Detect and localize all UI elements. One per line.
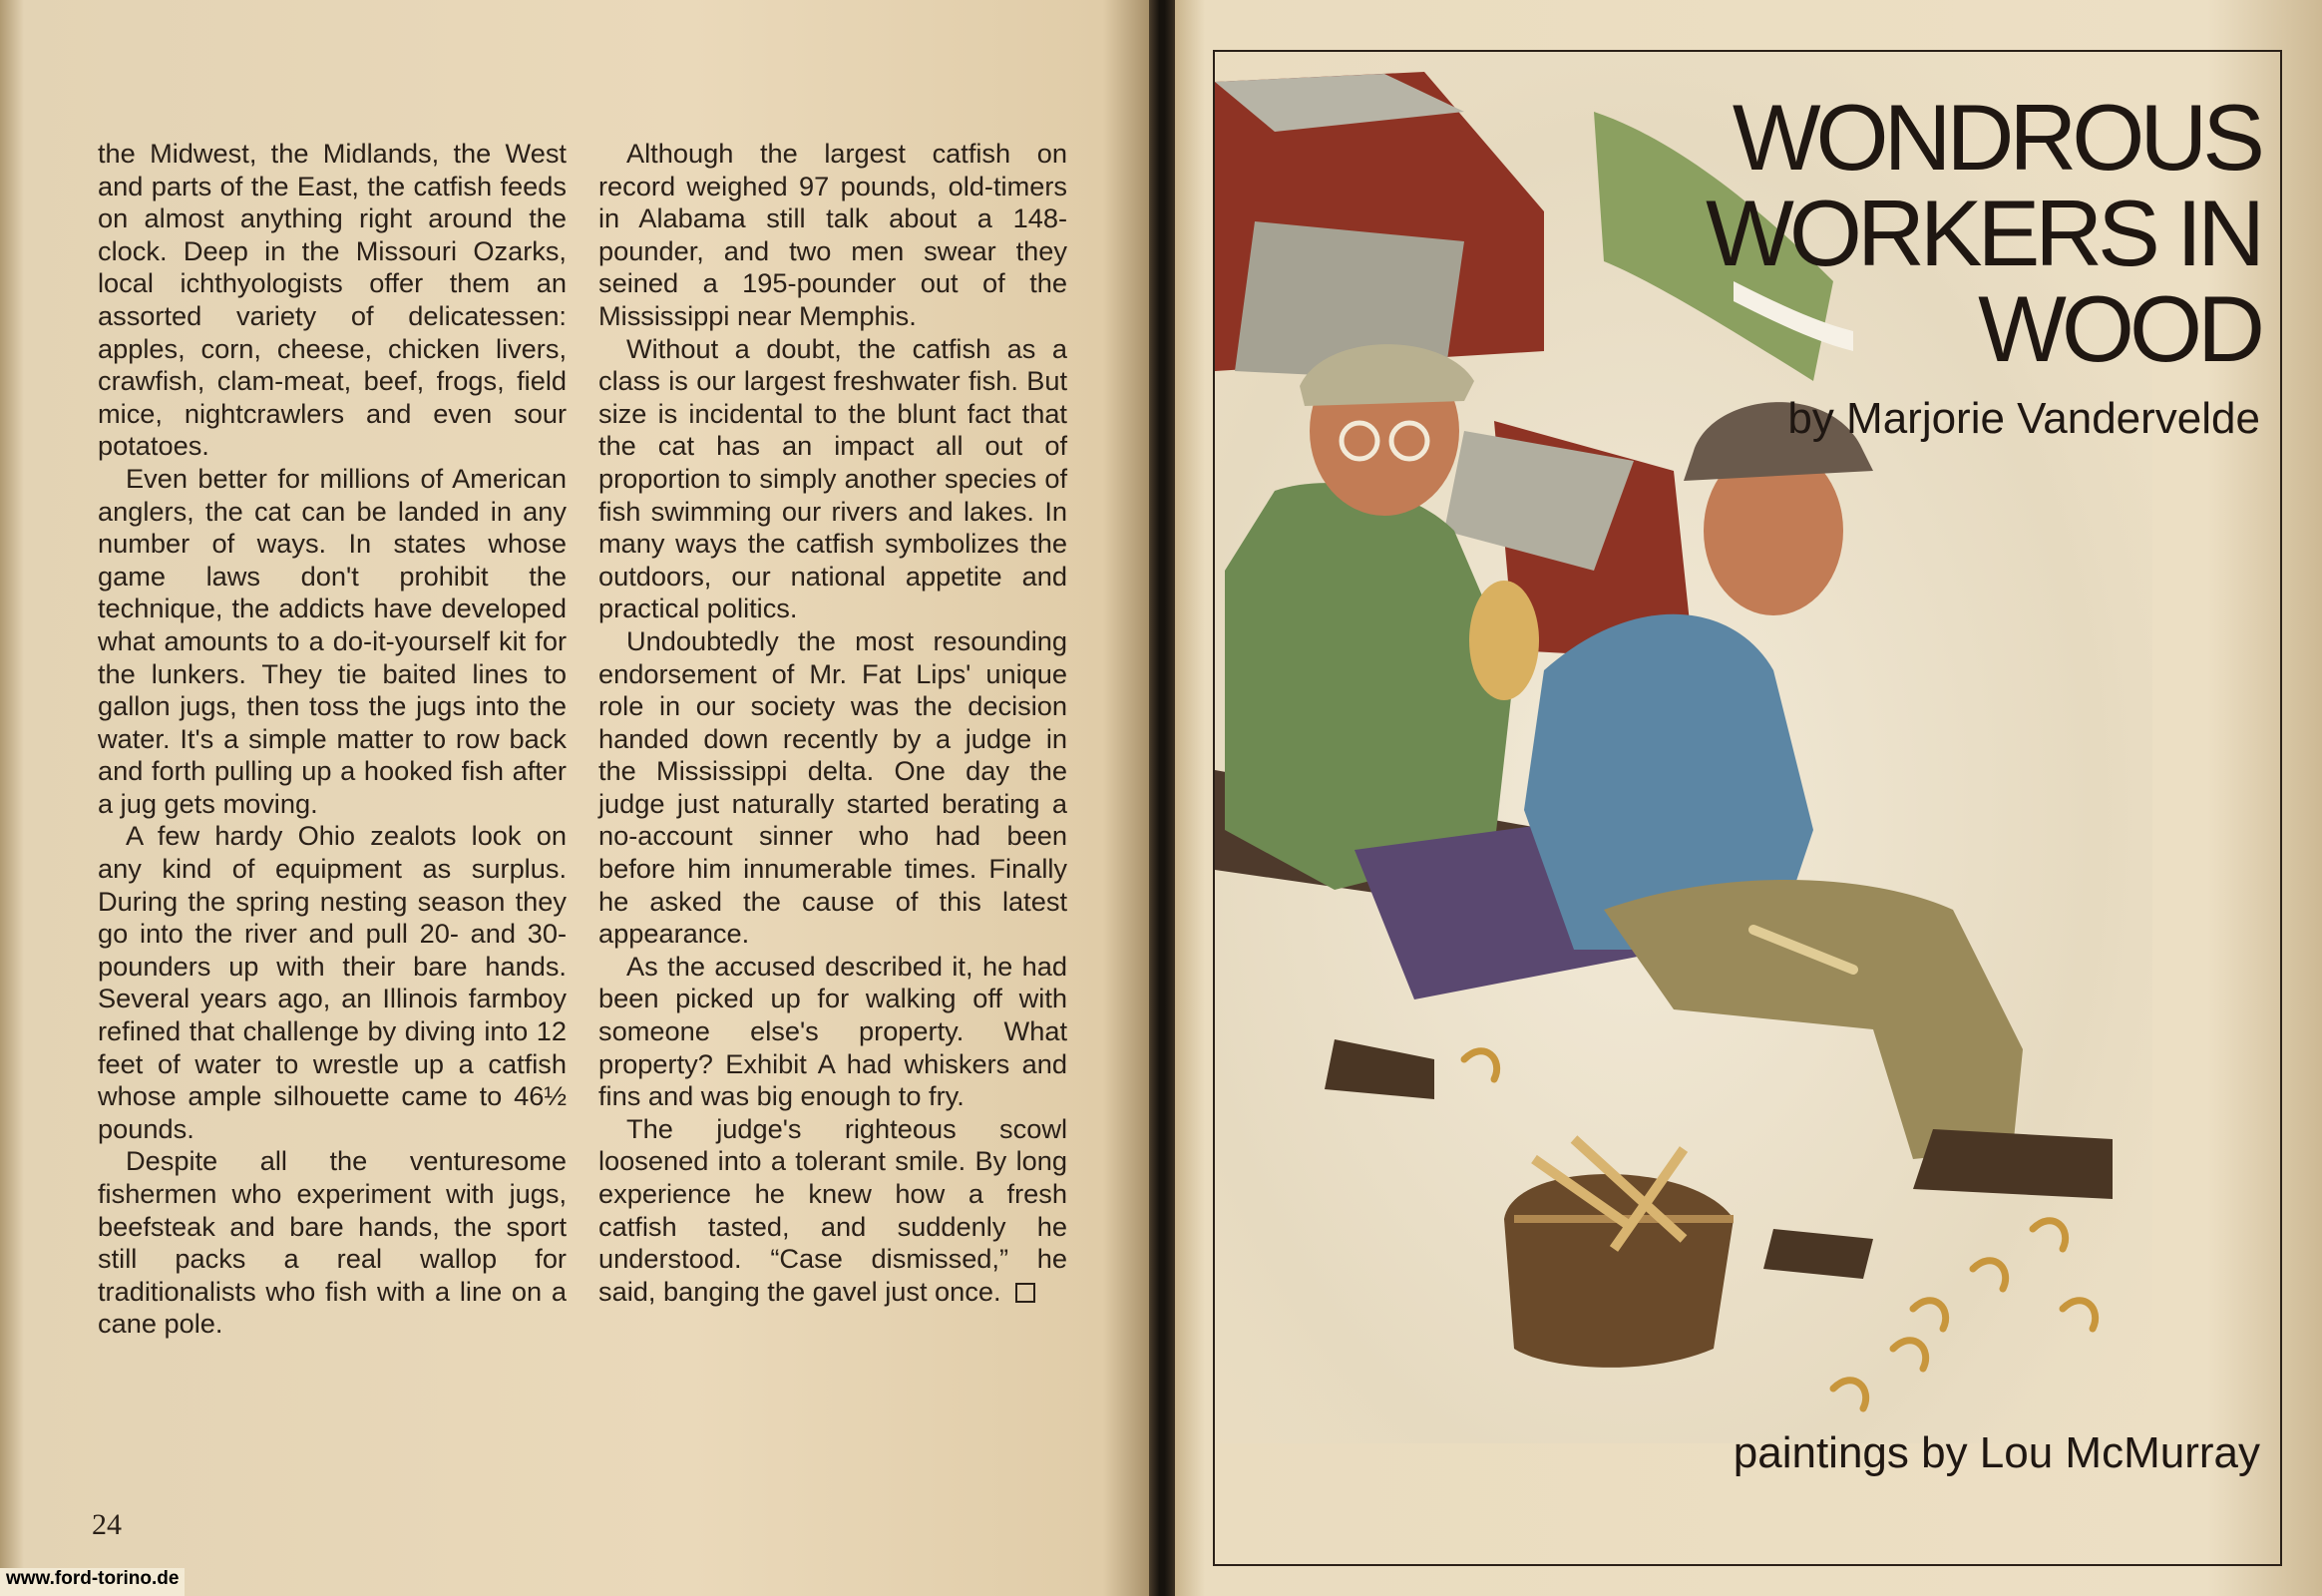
paragraph: Undoubtedly the most resounding endorsement of Mr. Fat Lips' unique role in our society was the decision handed down recently by a judge in the Mississippi delta. One day the judge just naturally started berating a no-account sinner who had been before him innumerable times. Finally he asked the cause of this latest appearance. [598,624,1067,950]
paragraph: the Midwest, the Midlands, the West and parts of the East, the catfish feeds on almost anything right around the clock. Deep in the Missouri Ozarks, local ichthyologists offer them an assorted variety of delicatessen: apples, corn, cheese, chicken livers, crawfish, clam-meat, beef, frogs, field mice, nightcrawlers and even sour potatoes. [98,138,567,462]
author-byline: by Marjorie Vandervelde [1787,394,2260,443]
paragraph: Although the largest catfish on record weighed 97 pounds, old-timers in Alabama still talk about a 148-pounder, and two men swear they seined a 195-pounder out of the Mississippi near Memphis. [598,138,1067,331]
paragraph: Despite all the venturesome fishermen who experiment with jugs, beefsteak and bare hands, the sport still packs a real wallop for traditionalists who fish with a line on a cane pole. [98,1145,567,1340]
paragraph: Even better for millions of American anglers, the cat can be landed in any number of ways. In states whose game laws don't prohibit the technique, the addicts have developed what amounts to a do-it-yourself kit for the lunkers. They tie baited lines to gallon jugs, then toss the jugs into the water. It's a simple matter to row back and forth pulling up a hooked fish after a jug gets moving. [98,462,567,819]
paragraph: A few hardy Ohio zealots look on any kind of equipment as surplus. During the spring nesting season they go into the river and pull 20- and 30-pounders up with their bare hands. Several years ago, an Illinois farmboy refined that challenge by diving into 12 feet of water to wrestle up a catfish whose ample silhouette came to 46½ pounds. [98,820,567,1144]
paragraph-text: The judge's righteous scowl loosened into a tolerant smile. By long experience he knew how a fresh catfish tasted, and suddenly he understood. “Case dismissed,” he said, banging the gavel just once. [598,1112,1067,1307]
title-line: WOOD [1978,276,2260,381]
book-gutter [1149,0,1175,1596]
end-of-article-mark [1015,1283,1035,1303]
text-column-1 [98,138,567,1341]
paragraph: Without a doubt, the catfish as a class is our largest freshwater fish. But size is incidental to the blunt fact that the cat has an impact all out of proportion to simply another species of fish swimming our rivers and lakes. In many ways the catfish symbolizes the outdoors, our national appetite and practical politics. [598,332,1067,624]
left-page [0,0,1149,1596]
page-number: 24 [92,1508,122,1541]
title-line: WONDROUS [1732,85,2260,190]
article-title [1562,85,2260,381]
paragraph: As the accused described it, he had been picked up for walking off with someone else's property. What property? Exhibit A had whiskers and fins and was big enough to fry. [598,950,1067,1112]
painter-credit: paintings by Lou McMurray [1733,1428,2260,1477]
title-line: WORKERS IN [1706,181,2260,285]
last-paragraph [598,1113,1067,1309]
site-watermark: www.ford-torino.de [0,1568,185,1596]
text-column-2 [598,138,1067,1308]
